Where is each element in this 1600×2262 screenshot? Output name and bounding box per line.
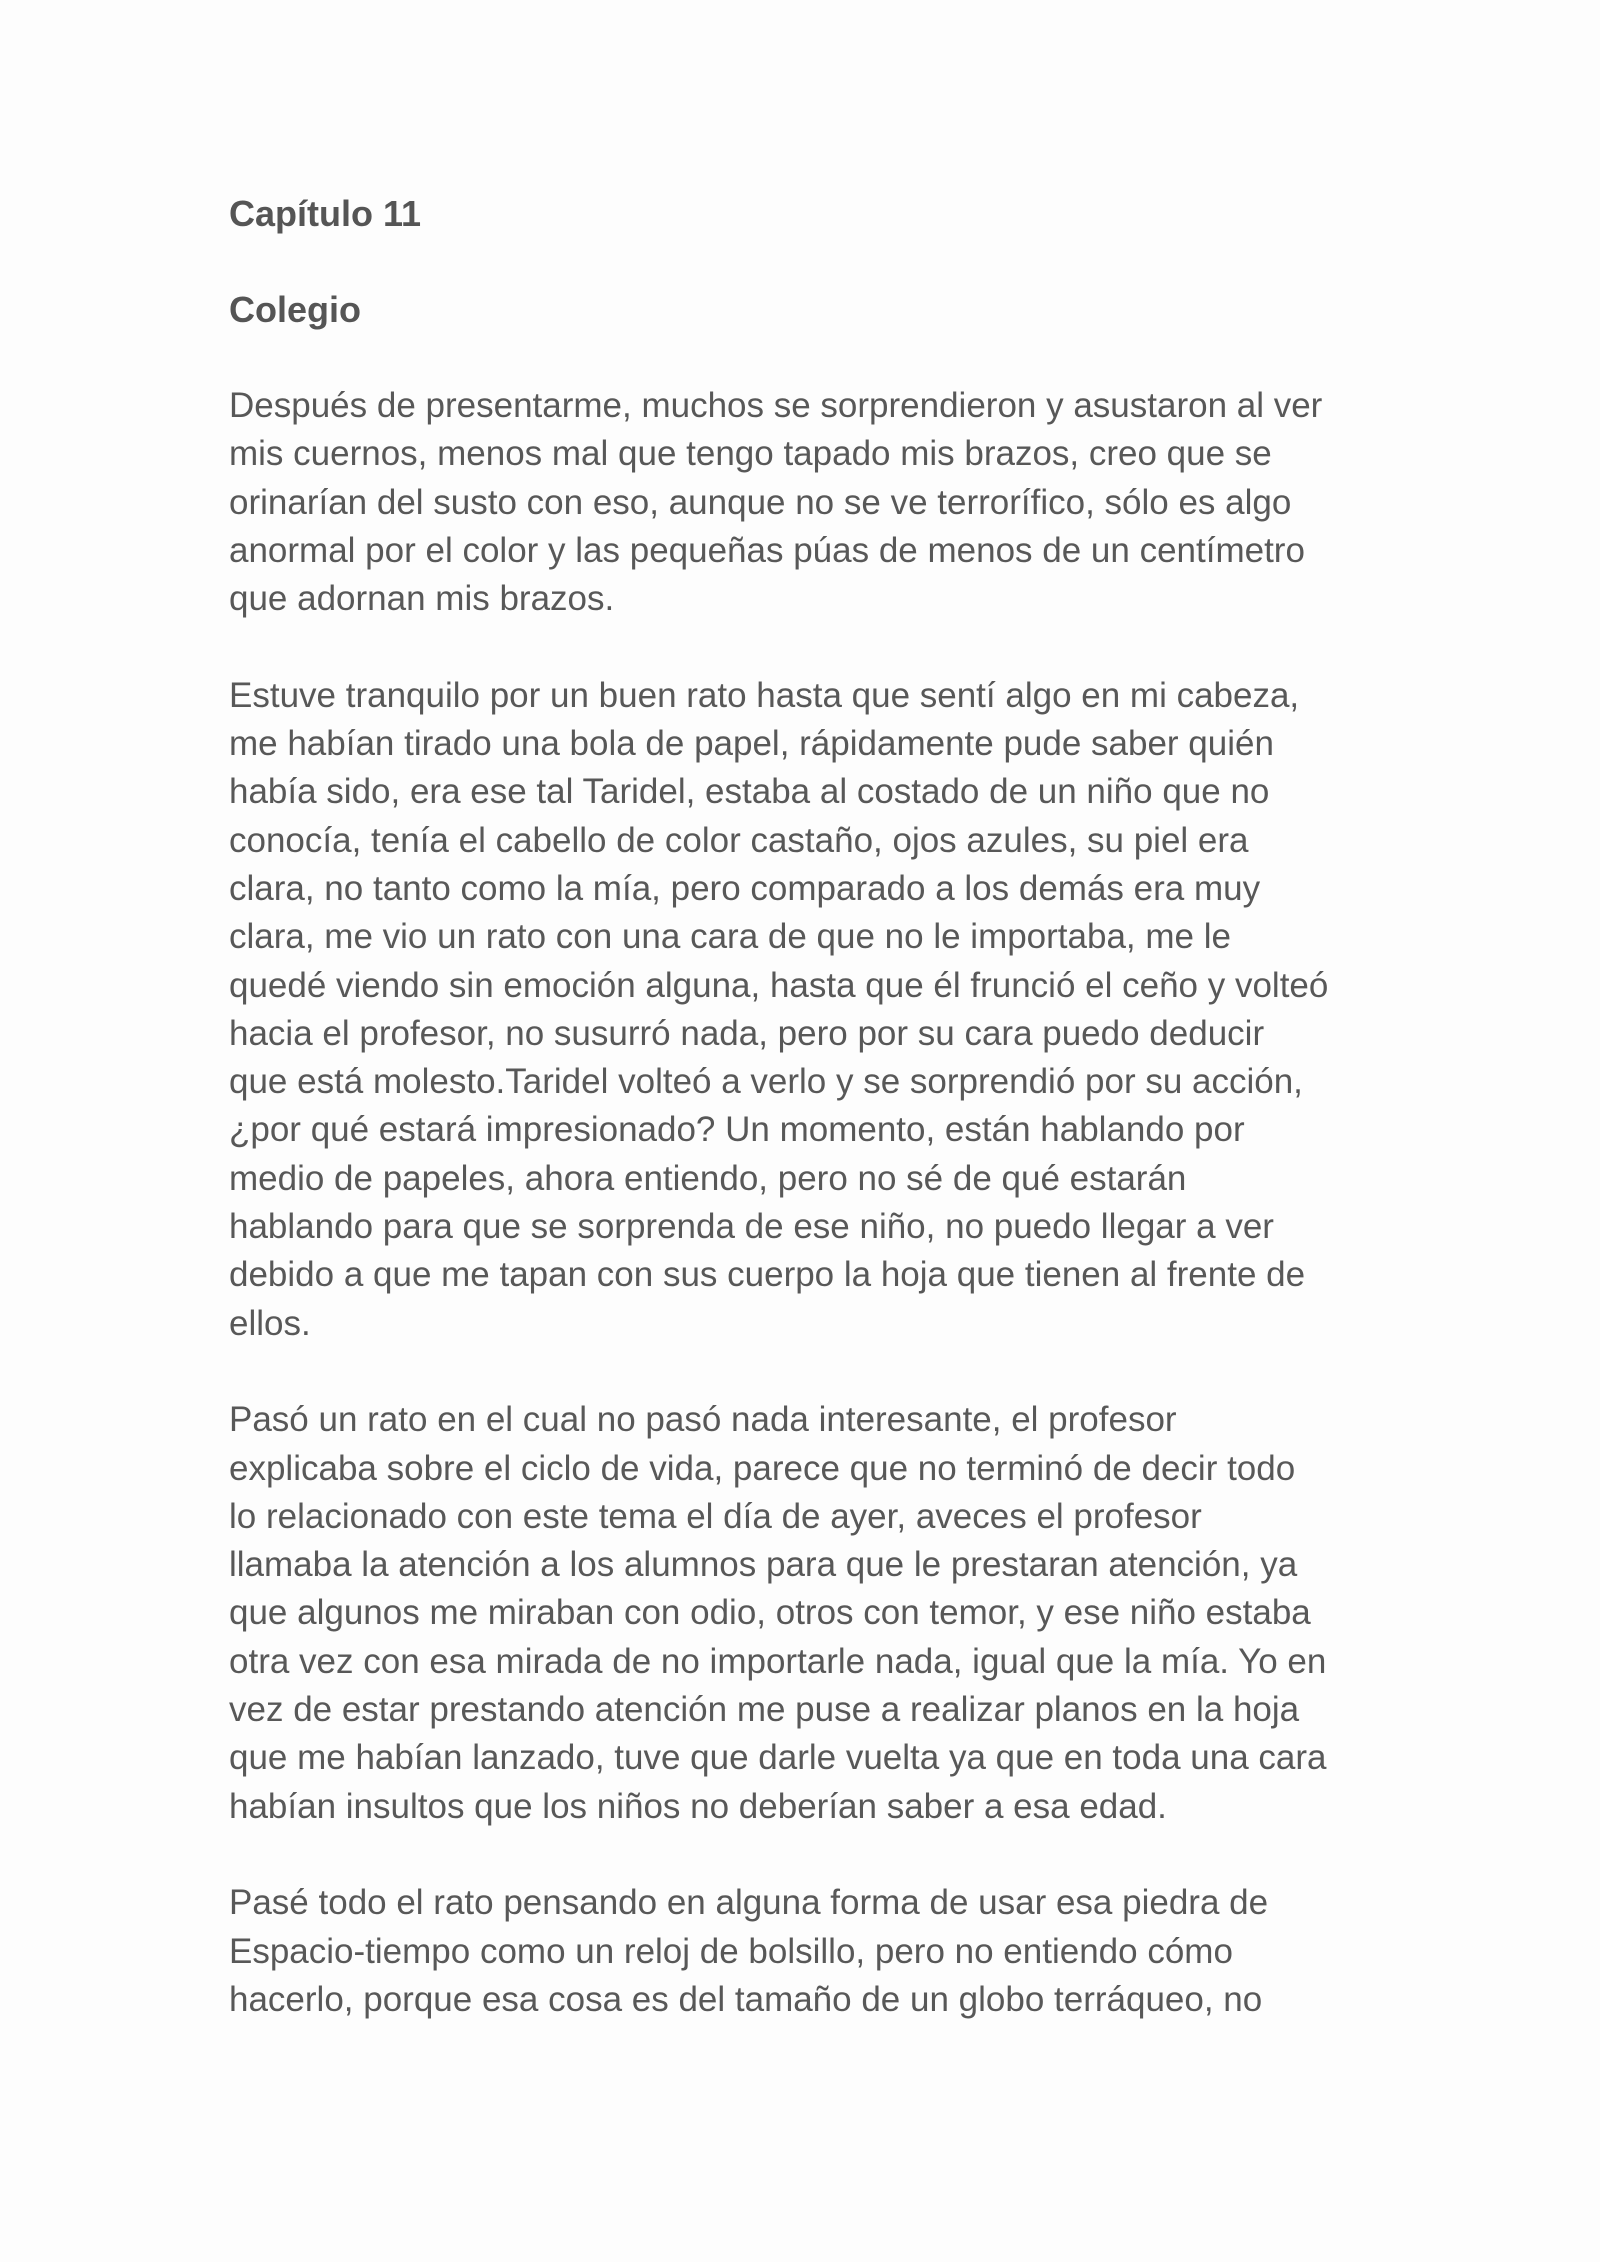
paragraph	[229, 672, 1389, 1348]
paragraph-line: Después de presentarme, muchos se sorprendieron y asustaron al ver	[229, 386, 1323, 425]
paragraph-line: que está molesto.Taridel volteó a verlo y se sorprendió por su acción,	[229, 1062, 1303, 1102]
paragraph-line: que adornan mis brazos.	[229, 579, 615, 619]
chapter-heading: Capítulo 11	[229, 193, 422, 234]
paragraph-line: habían insultos que los niños no deberían saber a esa edad.	[229, 1786, 1167, 1826]
paragraph-line: orinarían del susto con eso, aunque no se ve terrorífico, sólo es algo	[229, 482, 1292, 522]
paragraph-line: hablando para que se sorprenda de ese niño, no puedo llegar a ver	[229, 1207, 1274, 1247]
paragraph-line: Pasó un rato en el cual no pasó nada interesante, el profesor	[229, 1400, 1177, 1440]
document-page	[229, 190, 1389, 2072]
paragraph	[229, 1879, 1389, 2024]
paragraph-line: Pasé todo el rato pensando en alguna forma de usar esa piedra de	[229, 1883, 1269, 1923]
chapter-title: Colegio	[229, 289, 361, 330]
paragraph-line: que me habían lanzado, tuve que darle vuelta ya que en toda una cara	[229, 1738, 1327, 1778]
paragraph-line: clara, me vio un rato con una cara de que no le importaba, me le	[229, 917, 1231, 957]
paragraph-line: lo relacionado con este tema el día de ayer, aveces el profesor	[229, 1496, 1202, 1536]
paragraph-line: vez de estar prestando atención me puse a realizar planos en la hoja	[229, 1690, 1300, 1730]
paragraph-line: mis cuernos, menos mal que tengo tapado mis brazos, creo que se	[229, 434, 1272, 474]
body-text	[229, 382, 1389, 2024]
paragraph-line: Estuve tranquilo por un buen rato hasta que sentí algo en mi cabeza,	[229, 675, 1300, 715]
paragraph-line: hacia el profesor, no susurró nada, pero por su cara puedo deducir	[229, 1013, 1265, 1053]
paragraph-line: Espacio-tiempo como un reloj de bolsillo, pero no entiendo cómo	[229, 1931, 1233, 1971]
paragraph-line: conocía, tenía el cabello de color castaño, ojos azules, su piel era	[229, 820, 1249, 860]
paragraph	[229, 382, 1389, 623]
paragraph	[229, 1396, 1389, 1831]
paragraph-line: medio de papeles, ahora entiendo, pero no sé de qué estarán	[229, 1158, 1187, 1198]
paragraph-line: ¿por qué estará impresionado? Un momento, están hablando por	[229, 1110, 1245, 1150]
paragraph-line: otra vez con esa mirada de no importarle nada, igual que la mía. Yo en	[229, 1641, 1327, 1681]
paragraph-line: me habían tirado una bola de papel, rápidamente pude saber quién	[229, 724, 1274, 764]
paragraph-line: anormal por el color y las pequeñas púas de menos de un centímetro	[229, 530, 1305, 570]
paragraph-line: llamaba la atención a los alumnos para que le prestaran atención, ya	[229, 1545, 1298, 1585]
paragraph-line: que algunos me miraban con odio, otros con temor, y ese niño estaba	[229, 1593, 1311, 1633]
paragraph-line: debido a que me tapan con sus cuerpo la hoja que tienen al frente de	[229, 1255, 1306, 1295]
paragraph-line: hacerlo, porque esa cosa es del tamaño de un globo terráqueo, no	[229, 1979, 1263, 2019]
paragraph-line: explicaba sobre el ciclo de vida, parece que no terminó de decir todo	[229, 1448, 1296, 1488]
paragraph-line: quedé viendo sin emoción alguna, hasta que él frunció el ceño y volteó	[229, 965, 1329, 1005]
paragraph-line: había sido, era ese tal Taridel, estaba al costado de un niño que no	[229, 772, 1270, 812]
paragraph-line: clara, no tanto como la mía, pero comparado a los demás era muy	[229, 868, 1261, 908]
paragraph-line: ellos.	[229, 1303, 311, 1343]
